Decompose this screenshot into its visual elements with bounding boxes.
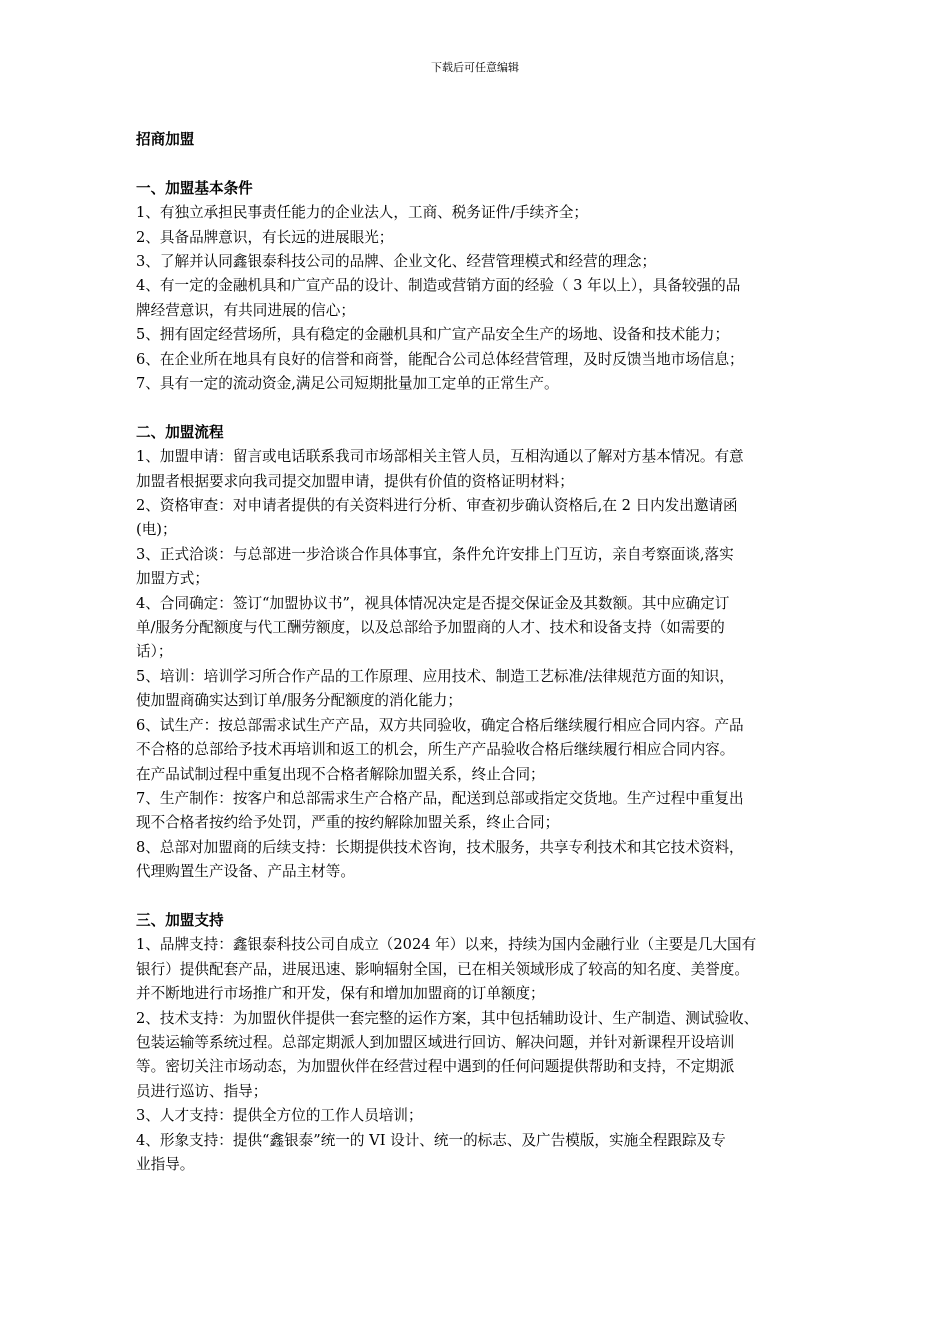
list-item-line: 4、合同确定：签订“加盟协议书”，视具体情况决定是否提交保证金及其数额。其中应确定订 bbox=[136, 594, 730, 612]
list-item-line: 4、形象支持：提供“鑫银泰”统一的 VI 设计、统一的标志、及广告模版，实施全程跟踪及专 bbox=[136, 1131, 726, 1149]
list-item-line: 等。密切关注市场动态，为加盟伙伴在经营过程中遇到的任何问题提供帮助和支持，不定期派 bbox=[136, 1058, 735, 1076]
list-item-line: 3、了解并认同鑫银泰科技公司的品牌、企业文化、经营管理模式和经营的理念； bbox=[136, 253, 657, 270]
section-heading: 二、加盟流程 bbox=[136, 423, 224, 441]
list-item-line: 加盟者根据要求向我司提交加盟申请，提供有价值的资格证明材料； bbox=[136, 472, 574, 490]
list-item bbox=[136, 250, 836, 274]
list-item bbox=[136, 201, 836, 225]
list-item-line: 话）； bbox=[136, 643, 173, 661]
list-item-line: 现不合格者按约给予处罚，严重的按约解除加盟关系，终止合同； bbox=[136, 814, 560, 832]
list-item-line: 在产品试制过程中重复出现不合格者解除加盟关系，终止合同； bbox=[136, 765, 545, 783]
list-item-line: 业指导。 bbox=[136, 1156, 195, 1173]
list-item-line: 7、生产制作：按客户和总部需求生产合格产品，配送到总部或指定交货地。生产过程中重复出 bbox=[136, 789, 744, 807]
list-item-line: 3、人才支持：提供全方位的工作人员培训； bbox=[136, 1107, 423, 1125]
list-item-line: 2、技术支持：为加盟伙伴提供一套完整的运作方案，其中包括辅助设计、生产制造、测试验收、 bbox=[136, 1009, 759, 1027]
list-item-line: 8、总部对加盟商的后续支持：长期提供技术咨询，技术服务，共享专利技术和其它技术资料， bbox=[136, 838, 744, 856]
document-body bbox=[136, 128, 836, 1177]
list-item-line: 银行）提供配套产品，进展迅速、影响辐射全国，已在相关领域形成了较高的知名度、美誉度。 bbox=[136, 960, 749, 978]
header-note: 下载后可任意编辑 bbox=[431, 61, 519, 74]
document-title: 招商加盟 bbox=[136, 131, 195, 148]
list-item-line: 牌经营意识，有共同进展的信心； bbox=[136, 301, 355, 319]
list-item bbox=[136, 665, 836, 714]
list-item-line: 5、培训：培训学习所合作产品的工作原理、应用技术、制造工艺标准/法律规范方面的知识， bbox=[136, 667, 734, 685]
list-item bbox=[136, 1104, 836, 1128]
list-item bbox=[136, 592, 836, 665]
list-item-line: 6、在企业所在地具有良好的信誉和商誉，能配合公司总体经营管理，及时反馈当地市场信息； bbox=[136, 350, 744, 368]
list-item bbox=[136, 836, 836, 885]
list-item-line: 使加盟商确实达到订单/服务分配额度的消化能力； bbox=[136, 692, 462, 710]
list-item-line: 单/服务分配额度与代工酬劳额度，以及总部给予加盟商的人才、技术和设备支持（如需要的 bbox=[136, 619, 725, 637]
list-item bbox=[136, 323, 836, 347]
list-item bbox=[136, 348, 836, 372]
list-item bbox=[136, 714, 836, 787]
section-1 bbox=[136, 177, 836, 397]
section-3 bbox=[136, 909, 836, 1177]
list-item-line: 4、有一定的金融机具和广宣产品的设计、制造或营销方面的经验（ 3 年以上），具备较强的品 bbox=[136, 277, 741, 295]
list-item bbox=[136, 274, 836, 323]
list-item bbox=[136, 226, 836, 250]
list-item-line: 不合格的总部给予技术再培训和返工的机会，所生产产品验收合格后继续履行相应合同内容。 bbox=[136, 741, 735, 759]
list-item bbox=[136, 372, 836, 396]
list-item-line: 并不断地进行市场推广和开发，保有和增加加盟商的订单额度； bbox=[136, 985, 545, 1003]
list-item bbox=[136, 445, 836, 494]
section-heading: 三、加盟支持 bbox=[136, 911, 224, 929]
list-item bbox=[136, 494, 836, 543]
list-item-line: 6、试生产：按总部需求试生产产品，双方共同验收，确定合格后继续履行相应合同内容。产品 bbox=[136, 716, 744, 734]
list-item-line: 1、有独立承担民事责任能力的企业法人，工商、税务证件/手续齐全； bbox=[136, 204, 589, 222]
list-item-line: (电)； bbox=[136, 521, 177, 539]
section-heading: 一、加盟基本条件 bbox=[136, 179, 253, 197]
list-item-line: 5、拥有固定经营场所，具有稳定的金融机具和广宣产品安全生产的场地、设备和技术能力； bbox=[136, 326, 730, 344]
list-item-line: 1、加盟申请：留言或电话联系我司市场部相关主管人员，互相沟通以了解对方基本情况。有意 bbox=[136, 448, 744, 466]
list-item-line: 7、具有一定的流动资金,满足公司短期批量加工定单的正常生产。 bbox=[136, 375, 559, 393]
list-item-line: 加盟方式； bbox=[136, 570, 209, 588]
list-item bbox=[136, 543, 836, 592]
list-item-line: 2、资格审查：对申请者提供的有关资料进行分析、审查初步确认资格后,在 2 日内发出邀请函 bbox=[136, 497, 738, 515]
list-item-line: 1、品牌支持：鑫银泰科技公司自成立（2024 年）以来，持续为国内金融行业（主要是几大国有 bbox=[136, 936, 757, 954]
list-item-line: 包装运输等系统过程。总部定期派人到加盟区域进行回访、解决问题，并针对新课程开设培训 bbox=[136, 1033, 735, 1051]
list-item-line: 员进行巡访、指导； bbox=[136, 1082, 268, 1100]
list-item bbox=[136, 933, 836, 1006]
list-item bbox=[136, 1129, 836, 1178]
list-item-line: 2、具备品牌意识，有长远的进展眼光； bbox=[136, 228, 394, 246]
sections-container bbox=[136, 177, 836, 1178]
section-2 bbox=[136, 421, 836, 885]
list-item bbox=[136, 1007, 836, 1105]
list-item-line: 代理购置生产设备、产品主材等。 bbox=[136, 863, 355, 881]
list-item bbox=[136, 787, 836, 836]
list-item-line: 3、正式洽谈：与总部进一步洽谈合作具体事宜，条件允许安排上门互访，亲自考察面谈,落实 bbox=[136, 545, 734, 563]
